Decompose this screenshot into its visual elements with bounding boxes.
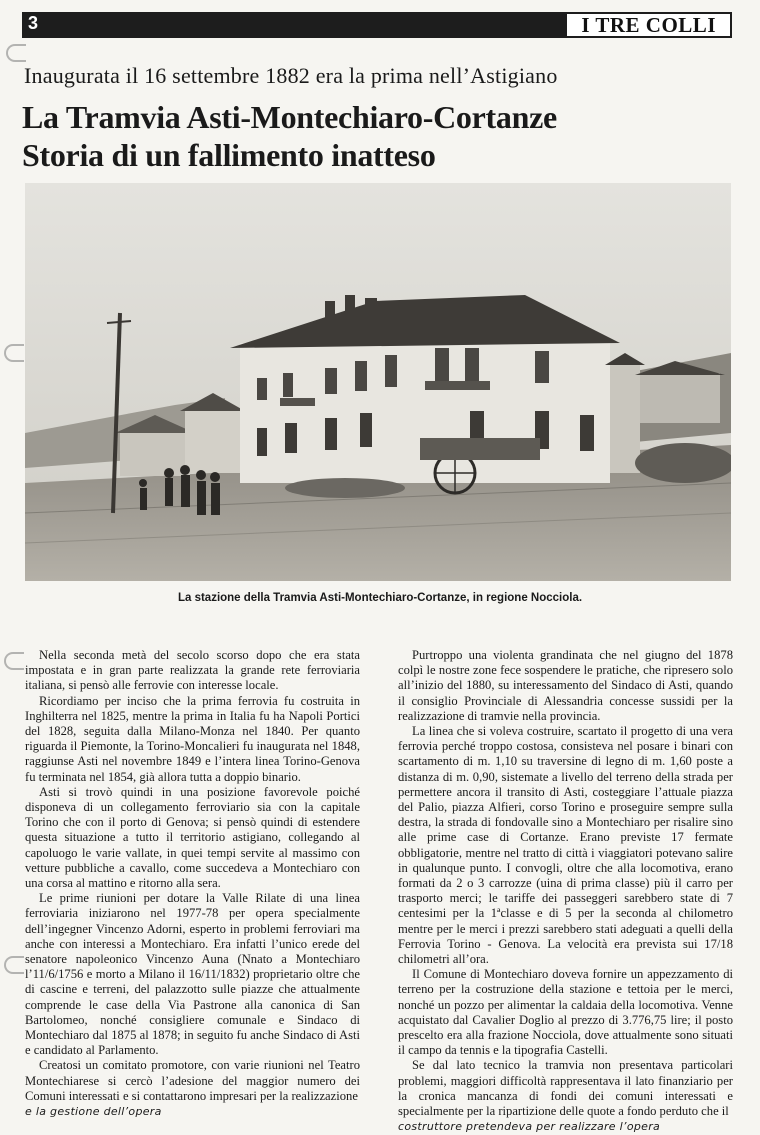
headline-line-1: La Tramvia Asti-Montechiaro-Cortanze xyxy=(22,99,557,135)
paragraph: Ricordiamo per inciso che la prima ferrovia fu costruita in Inghilterra nel 1825, mentre la prima in Italia fu ha Napoli Portici del 1828, seguita dalla Milano-Monza nel 1840. Per quanto riguarda il Piemonte, la Torino-Moncalieri fu inaugurata nel 1848, raggiunse Asti nel novembre 1849 e l’intera linea Torino-Genova fu terminata nel 1854, già allora tutta a doppio binario. xyxy=(25,693,360,784)
punch-hole-mark xyxy=(4,652,24,670)
article-column-left xyxy=(25,648,360,1119)
photo-caption: La stazione della Tramvia Asti-Montechiaro-Cortanze, in regione Nocciola. xyxy=(177,592,583,604)
article-headline xyxy=(22,98,557,174)
page-number: 3 xyxy=(28,13,39,33)
punch-hole-mark xyxy=(4,344,24,362)
paragraph: Se dal lato tecnico la tramvia non presentava particolari problemi, maggiori difficoltà rappresentava il lato finanziario per la cronica mancanza di fondi dei comuni interessati e specialmente per la ripartizione delle quote a fondo perduto che il xyxy=(398,1058,733,1119)
punch-hole-mark xyxy=(6,44,26,62)
paragraph: Il Comune di Montechiaro doveva fornire un appezzamento di terreno per la costruzione della stazione e tettoia per le merci, nonché un pozzo per alimentar la caldaia della locomotiva. Venne acquistato dal Cavalier Doglio al prezzo di 3.776,75 lire; il posto prescelto era alla frazione Nocciola, dove attualmente sono situati il campo da tennis e la tipografia Castelli. xyxy=(398,967,733,1058)
punch-hole-mark xyxy=(4,956,24,974)
handwritten-note: e la gestione dell’opera xyxy=(25,1105,162,1119)
masthead-box xyxy=(565,12,732,38)
headline-line-2: Storia di un fallimento inatteso xyxy=(22,137,436,173)
masthead: I TRE COLLI xyxy=(581,13,716,37)
station-photo xyxy=(25,183,731,581)
paragraph: Asti si trovò quindi in una posizione favorevole poiché disponeva di un collegamento ferroviario sia con la capitale Torino che con il porto di Genova; si pensò quindi di estendere questa situazione a tutto il territorio astigiano, collegando al capoluogo le varie vallate, in quei tempi servite al massimo con vetture pubbliche a cavallo, come succedeva a Montechiaro con una corsa al mattino e ritorno alla sera. xyxy=(25,784,360,891)
header-bar xyxy=(22,12,732,38)
handwritten-note: costruttore pretendeva per realizzare l’opera xyxy=(398,1120,661,1134)
paragraph: Creatosi un comitato promotore, con varie riunioni nel Teatro Montechiarese si cercò l’adesione del maggior numero dei Comuni interessati e si contattarono impresari per la realizzazione xyxy=(25,1058,360,1103)
paragraph: La linea che si voleva costruire, scartato il progetto di una vera ferrovia perché troppo costosa, consisteva nel posare i binari con scartamento di m. 1,10 su traversine di legno di m. 1,60 poste a distanza di m. 0,90, sistemate a livello del terreno della strada per permettere ancora il transito di Asti, costeggiare l’attuale piazza del Palio, piazza Alfieri, corso Torino e proseguire sempre sulla destra, la strada di fondovalle sino a Montechiaro per risalire sino alle prime case di Cortanze. Erano previste 17 fermate obbligatorie, mentre nel tratto di città i viaggiatori potevano salire in qualunque punto. I convogli, oltre che alla locomotiva, erano formati da 2 o 3 carrozze (uina di prima classe) più il carro per trasporto merci; le tariffe dei passeggeri sarebbero state di 7 centesimi per la 1ªclasse e di 5 per la seconda al chilometro mentre per le merci i prezzi sarebbero stati adeguati a quelli della Ferrovia Torino - Genova. La velocità era prevista sui 17/18 chilometri all’ora. xyxy=(398,724,733,967)
paragraph: Le prime riunioni per dotare la Valle Rilate di una linea ferroviaria iniziarono nel 1977-78 per opera specialmente dell’ingegner Vincenzo Adorni, esperto in problemi ferroviari ma anche con interessi a Montechiaro. Era infatti l’unico erede del senatore napoleonico Vincenzo Auna (Nnato a Montechiaro l’11/6/1756 e morto a Milano il 16/11/1832) proprietario oltre che di cascine e terreni, del palazzotto sulle piazze che attualmente comprende le case della Via Pastrone alla canonica di San Bartolomeo, nonché consigliere comunale e Sindaco di Montechiaro dal 1875 al 1878; in seguito fu anche Sindaco di Asti e candidato al Parlamento. xyxy=(25,891,360,1058)
article-kicker: Inaugurata il 16 settembre 1882 era la prima nell’Astigiano xyxy=(24,63,558,88)
paragraph: Purtroppo una violenta grandinata che nel giugno del 1878 colpì le nostre zone fece sospendere le pratiche, che ripresero solo all’inizio del 1880, su interessamento del Sindaco di Asti, quando il consiglio Provinciale di Alessandria concesse sussidi per la realizzazione di tramvie nella provincia. xyxy=(398,648,733,723)
station-photo-illustration xyxy=(25,183,731,581)
article-column-right xyxy=(398,648,733,1135)
paragraph: Nella seconda metà del secolo scorso dopo che era stata impostata e in gran parte realizzata la grande rete ferroviaria italiana, si pensò alle ferrovie con interesse locale. xyxy=(25,648,360,693)
